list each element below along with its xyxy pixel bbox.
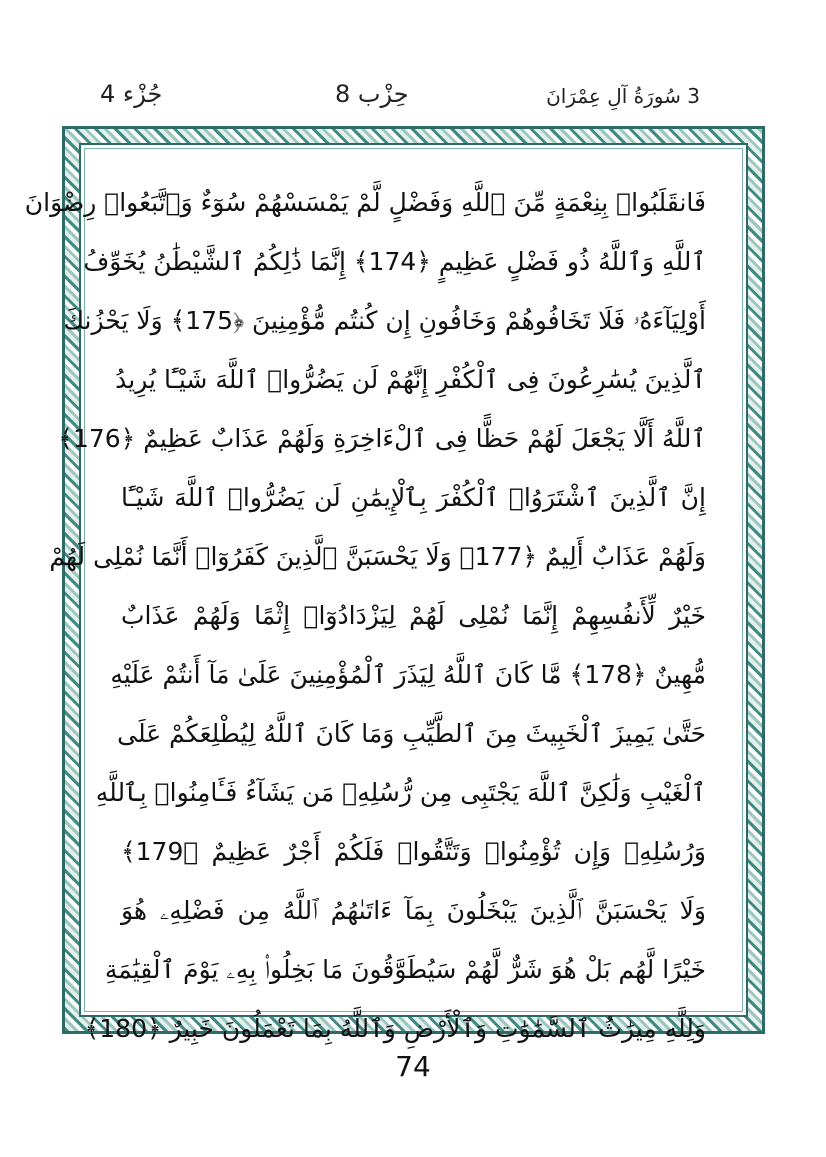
text-line: إِنَّ ٱلَّذِينَ ٱشْتَرَوُا۟ ٱلْكُفْرَ بِٱلْإِيمَٰنِ لَن يَضُرُّوا۟ ٱللَّهَ شَيْـًٔا	[121, 483, 706, 512]
hizb-label: حِزْب 8	[335, 80, 409, 108]
text-line: ٱلْغَيْبِ وَلَٰكِنَّ ٱللَّهَ يَجْتَبِى مِن رُّسُلِهِۦ مَن يَشَآءُ فَـَٔامِنُوا۟ بِٱللَّهِ	[95, 778, 706, 807]
text-line: ٱللَّهُ أَلَّا يَجْعَلَ لَهُمْ حَظًّا فِى ٱلْءَاخِرَةِ وَلَهُمْ عَذَابٌ عَظِيمٌ ﴿176﴾	[58, 424, 706, 453]
page-header	[100, 80, 700, 120]
text-line: ٱلَّذِينَ يُسَٰرِعُونَ فِى ٱلْكُفْرِ إِنَّهُمْ لَن يَضُرُّوا۟ ٱللَّهَ شَيْـًٔا يُرِيدُ	[115, 365, 706, 394]
text-line: أَوْلِيَآءَهُۥ فَلَا تَخَافُوهُمْ وَخَافُونِ إِن كُنتُم مُّؤْمِنِينَ ﴿175﴾ وَلَا يَحْزُنكَ	[63, 306, 706, 335]
text-line: حَتَّىٰ يَمِيزَ ٱلْخَبِيثَ مِنَ ٱلطَّيِّبِ وَمَا كَانَ ٱللَّهُ لِيُطْلِعَكُمْ عَلَى	[117, 719, 706, 748]
text-line: وَلَا يَحْسَبَنَّ ٱلَّذِينَ يَبْخَلُونَ بِمَآ ءَاتَىٰهُمُ ٱللَّهُ مِن فَضْلِهِۦ هُوَ	[121, 896, 706, 925]
juz-label: جُزْء 4	[100, 80, 163, 108]
surah-title: 3 سُورَةُ آلِ عِمْرَانَ	[546, 84, 700, 108]
text-line: وَلَهُمْ عَذَابٌ أَلِيمٌ ﴿177﴾ وَلَا يَحْسَبَنَّ ٱلَّذِينَ كَفَرُوٓا۟ أَنَّمَا نُمْلِى لَهُمْ	[49, 542, 706, 571]
page-number: 74	[395, 1050, 431, 1083]
text-line: ٱللَّهِ وَٱللَّهُ ذُو فَضْلٍ عَظِيمٍ ﴿174﴾ إِنَّمَا ذَٰلِكُمُ ٱلشَّيْطَٰنُ يُخَوِّفُ	[83, 247, 706, 276]
ornamental-frame	[24, 126, 765, 1043]
quran-text	[24, 173, 706, 1043]
text-panel	[24, 143, 748, 1043]
text-line: مُّهِينٌ ﴿178﴾ مَّا كَانَ ٱللَّهُ لِيَذَرَ ٱلْمُؤْمِنِينَ عَلَىٰ مَآ أَنتُمْ عَلَيْهِ	[110, 660, 706, 689]
text-line: خَيْرًا لَّهُم بَلْ هُوَ شَرٌّ لَّهُمْ سَيُطَوَّقُونَ مَا بَخِلُوا۟ بِهِۦ يَوْمَ ٱلْقِيَٰمَةِ	[104, 955, 706, 984]
text-line: وَرُسُلِهِۦ وَإِن تُؤْمِنُوا۟ وَتَتَّقُوا۟ فَلَكُمْ أَجْرٌ عَظِيمٌ ﴿179﴾	[121, 837, 706, 866]
text-line: خَيْرٌ لِّأَنفُسِهِمْ إِنَّمَا نُمْلِى لَهُمْ لِيَزْدَادُوٓا۟ إِثْمًا وَلَهُمْ عَذَابٌ	[121, 601, 706, 630]
text-line: وَلِلَّهِ مِيرَٰثُ ٱلسَّمَٰوَٰتِ وَٱلْأَرْضِ وَٱللَّهُ بِمَا تَعْمَلُونَ خَبِيرٌ ﴿180﴾	[84, 1014, 706, 1043]
text-line: فَانقَلَبُوا۟ بِنِعْمَةٍ مِّنَ ٱللَّهِ وَفَضْلٍ لَّمْ يَمْسَسْهُمْ سُوٓءٌ وَٱتَّبَعُوا۟ رِضْوَانَ	[24, 188, 706, 217]
